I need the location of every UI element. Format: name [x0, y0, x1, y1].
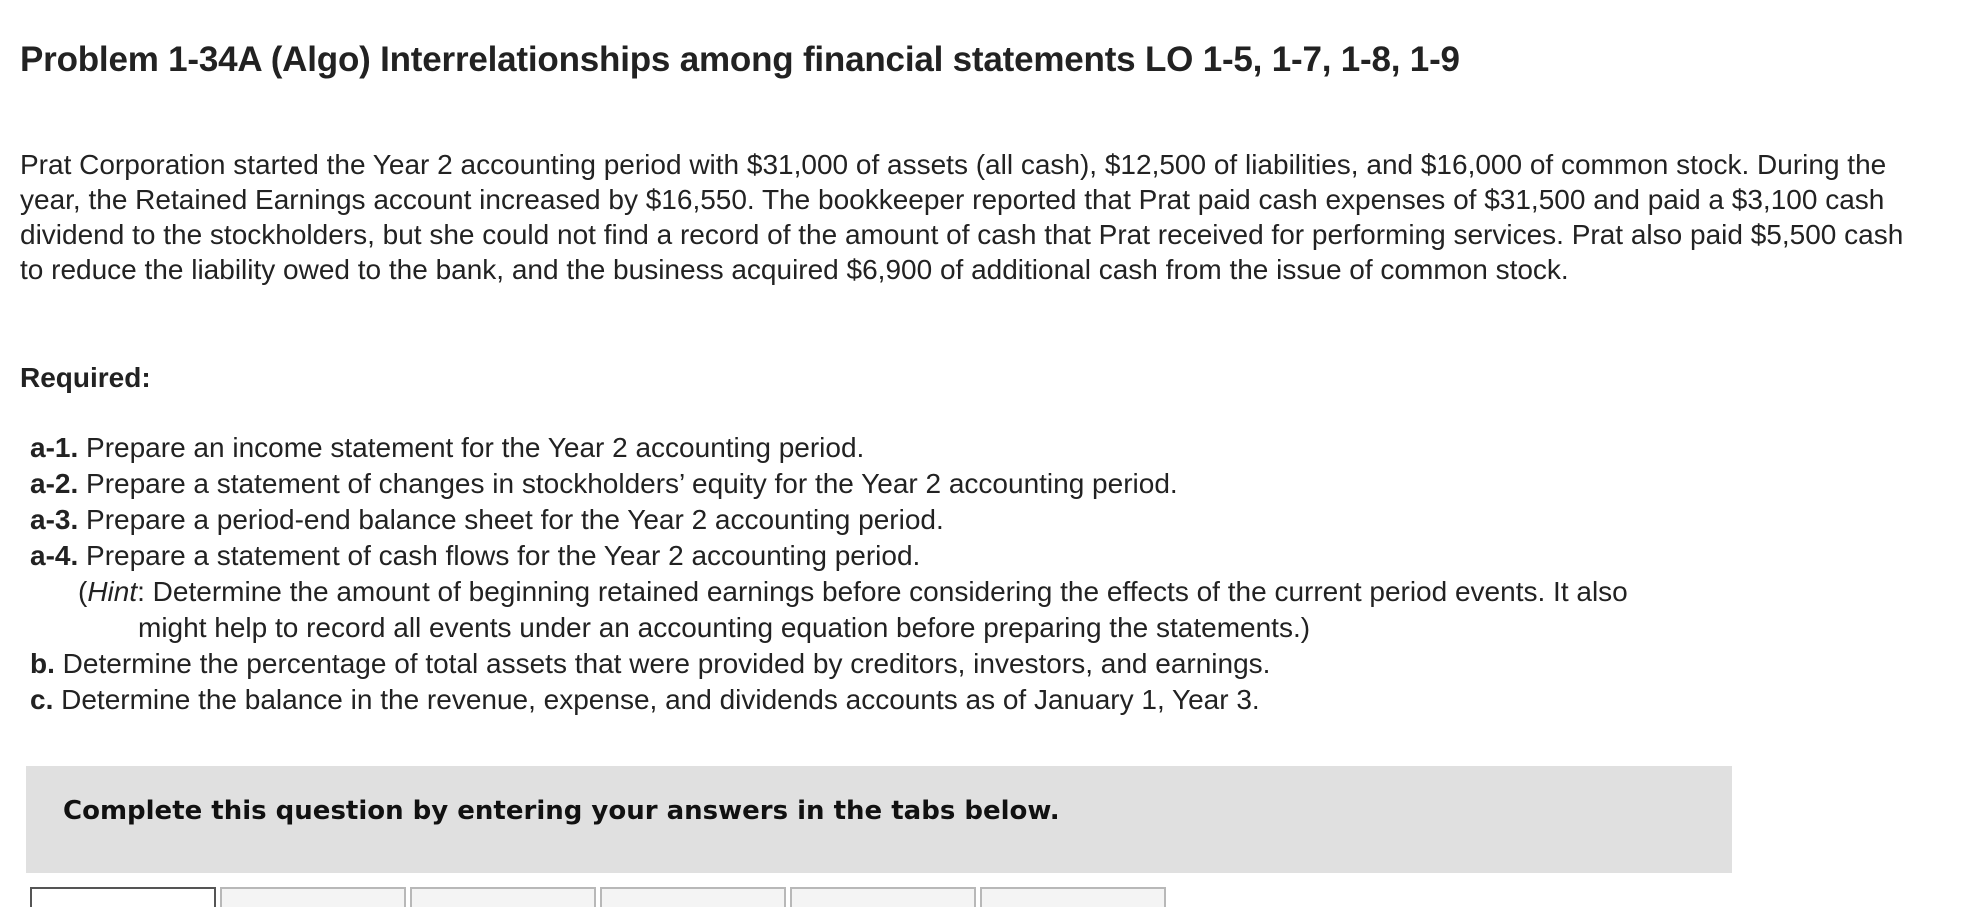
requirement-text: Prepare a statement of changes in stockholders’ equity for the Year 2 accounting period. [78, 468, 1178, 499]
requirement-a1 [30, 430, 1930, 466]
requirement-text: Prepare a statement of cash flows for the Year 2 accounting period. [78, 540, 921, 571]
requirement-text: Determine the percentage of total assets that were provided by creditors, investors, and earnings. [54, 648, 1271, 679]
answer-tab[interactable] [600, 887, 786, 907]
hint-text: : Determine the amount of beginning retained earnings before considering the effects of the current period events. It also [137, 576, 1628, 607]
hint-note [30, 574, 1930, 646]
requirement-c [30, 682, 1930, 718]
requirement-a3 [30, 502, 1930, 538]
problem-title: Problem 1-34A (Algo) Interrelationships among financial statements LO 1-5, 1-7, 1-8, 1-9 [20, 40, 1460, 79]
instruction-text: Complete this question by entering your answers in the tabs below. [63, 796, 1060, 826]
problem-description: Prat Corporation started the Year 2 accounting period with $31,000 of assets (all cash), $12,500 of liabilities, and $16,000 of common stock. During the year, the Retained Earnings account increased by $16,550. The bookkeeper reported that Prat paid cash expenses of $31,500 and paid a $3,100 cash dividend to the stockholders, but she could not find a record of the amount of cash that Prat received for performing services. Prat also paid $5,500 cash to reduce the liability owed to the bank, and the business acquired $6,900 of additional cash from the issue of common stock. [20, 149, 1904, 285]
answer-tab[interactable] [410, 887, 596, 907]
answer-tab[interactable] [980, 887, 1166, 907]
requirement-key: b. [30, 648, 55, 679]
answer-tab[interactable] [220, 887, 406, 907]
answer-tab[interactable] [30, 887, 216, 907]
requirement-key: c. [30, 684, 54, 715]
answer-tab[interactable] [790, 887, 976, 907]
requirement-a2 [30, 466, 1930, 502]
requirement-text: Prepare an income statement for the Year 2 accounting period. [78, 432, 865, 463]
requirement-key: a-3. [30, 504, 79, 535]
requirements-list [30, 430, 1930, 718]
required-heading: Required: [20, 362, 151, 393]
requirement-text: Prepare a period-end balance sheet for the Year 2 accounting period. [78, 504, 944, 535]
hint-open-paren: ( [78, 576, 88, 607]
requirement-key: a-2. [30, 468, 79, 499]
requirement-key: a-4. [30, 540, 79, 571]
requirement-text: Determine the balance in the revenue, expense, and dividends accounts as of January 1, Year 3. [53, 684, 1260, 715]
answer-tabs [30, 887, 1166, 907]
requirement-a4 [30, 538, 1930, 574]
hint-label: Hint [87, 576, 138, 607]
instruction-banner [26, 766, 1732, 873]
requirement-b [30, 646, 1930, 682]
hint-line-1 [78, 574, 1930, 610]
hint-line-2: might help to record all events under an accounting equation before preparing the statements.) [138, 612, 1311, 643]
requirement-key: a-1. [30, 432, 79, 463]
